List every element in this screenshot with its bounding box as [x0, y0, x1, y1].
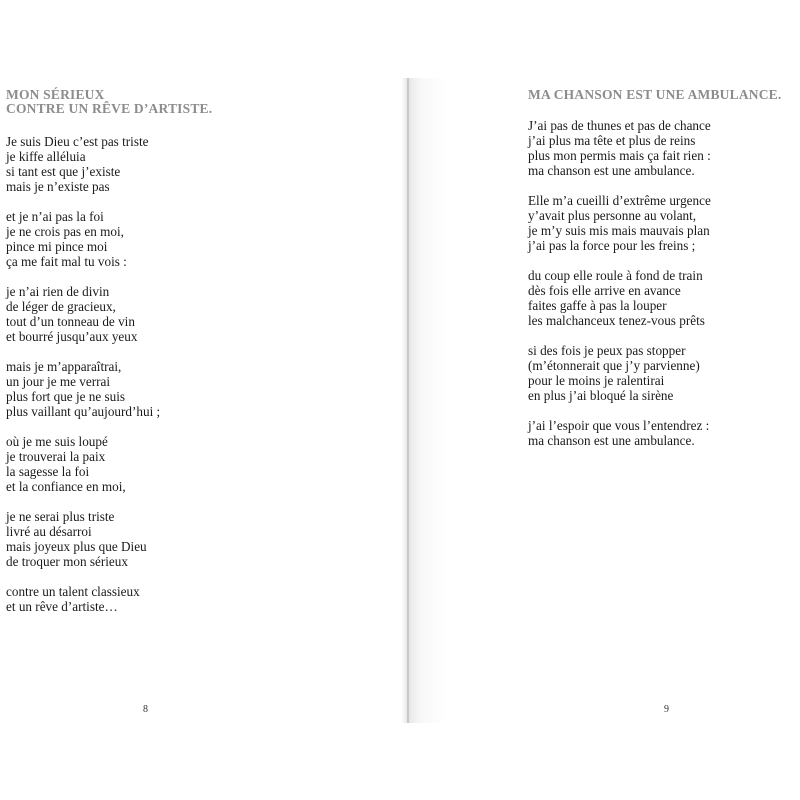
poem-line: mais joyeux plus que Dieu [6, 539, 147, 554]
poem-line: de troquer mon sérieux [6, 554, 128, 569]
stanza [6, 284, 160, 344]
poem-line: je trouverai la paix [6, 449, 106, 464]
poem-line: Je suis Dieu c’est pas triste [6, 134, 149, 149]
poem-line: je ne serai plus triste [6, 509, 115, 524]
poem-line: du coup elle roule à fond de train [528, 268, 703, 283]
poem-line: tout d’un tonneau de vin [6, 314, 135, 329]
stanza [6, 434, 160, 494]
poem-line: je kiffe alléluia [6, 149, 86, 164]
stanza [6, 359, 160, 419]
stanza [6, 584, 160, 614]
poem-line: et la confiance en moi, [6, 479, 126, 494]
poem-line: et bourré jusqu’aux yeux [6, 329, 138, 344]
stanza [528, 343, 711, 403]
poem-line: si tant est que j’existe [6, 164, 121, 179]
poem-line: j’ai pas la force pour les freins ; [528, 238, 696, 253]
poem-line: et un rêve d’artiste… [6, 599, 118, 614]
left-poem-title-line: CONTRE UN RÊVE D’ARTISTE. [6, 101, 213, 116]
poem-line: plus fort que je ne suis [6, 389, 126, 404]
poem-line: où je me suis loupé [6, 434, 108, 449]
poem-line: si des fois je peux pas stopper [528, 343, 686, 358]
poem-line: les malchanceux tenez-vous prêts [528, 313, 705, 328]
poem-line: mais je n’existe pas [6, 179, 110, 194]
poem-line: pour le moins je ralentirai [528, 373, 665, 388]
stanza [6, 209, 160, 269]
poem-line: faites gaffe à pas la louper [528, 298, 667, 313]
poem-line: je n’ai rien de divin [6, 284, 110, 299]
stanza [528, 268, 711, 328]
stanza [528, 118, 711, 178]
poem-line: ma chanson est une ambulance. [528, 433, 695, 448]
poem-line: de léger de gracieux, [6, 299, 116, 314]
poem-line: (m’étonnerait que j’y parvienne) [528, 358, 700, 373]
poem-line: ma chanson est une ambulance. [528, 163, 695, 178]
poem-line: livré au désarroi [6, 524, 92, 539]
poem-line: y’avait plus personne au volant, [528, 208, 697, 223]
poem-line: dès fois elle arrive en avance [528, 283, 681, 298]
poem-line: je ne crois pas en moi, [6, 224, 124, 239]
poem-line: pince mi pince moi [6, 239, 108, 254]
left-poem-title-line: MON SÉRIEUX [6, 87, 105, 102]
stanza [528, 418, 711, 448]
poem-line: j’ai l’espoir que vous l’entendrez : [528, 418, 710, 433]
poem-line: je m’y suis mis mais mauvais plan [528, 223, 710, 238]
poem-line: contre un talent classieux [6, 584, 140, 599]
poem-line: et je n’ai pas la foi [6, 209, 104, 224]
poem-line: plus vaillant qu’aujourd’hui ; [6, 404, 161, 419]
poem-line: en plus j’ai bloqué la sirène [528, 388, 674, 403]
right-page [407, 78, 800, 723]
page-number: 9 [664, 704, 669, 715]
stanza [528, 193, 711, 253]
page-number: 8 [143, 704, 148, 715]
left-poem-body [6, 134, 160, 629]
stanza [6, 134, 160, 194]
right-poem-body [528, 118, 711, 463]
poem-line: ça me fait mal tu vois : [6, 254, 127, 269]
poem-line: un jour je me verrai [6, 374, 110, 389]
left-poem-title [6, 88, 212, 116]
poem-line: mais je m’apparaîtrai, [6, 359, 122, 374]
book-gutter [401, 78, 409, 723]
poem-line: Elle m’a cueilli d’extrême urgence [528, 193, 711, 208]
poem-line: plus mon permis mais ça fait rien : [528, 148, 711, 163]
right-poem-title-line: MA CHANSON EST UNE AMBULANCE. [528, 87, 782, 102]
stanza [6, 509, 160, 569]
right-poem-title [528, 88, 781, 102]
poem-line: j’ai plus ma tête et plus de reins [528, 133, 696, 148]
left-page [0, 78, 407, 723]
poem-line: la sagesse la foi [6, 464, 90, 479]
poem-line: J’ai pas de thunes et pas de chance [528, 118, 711, 133]
